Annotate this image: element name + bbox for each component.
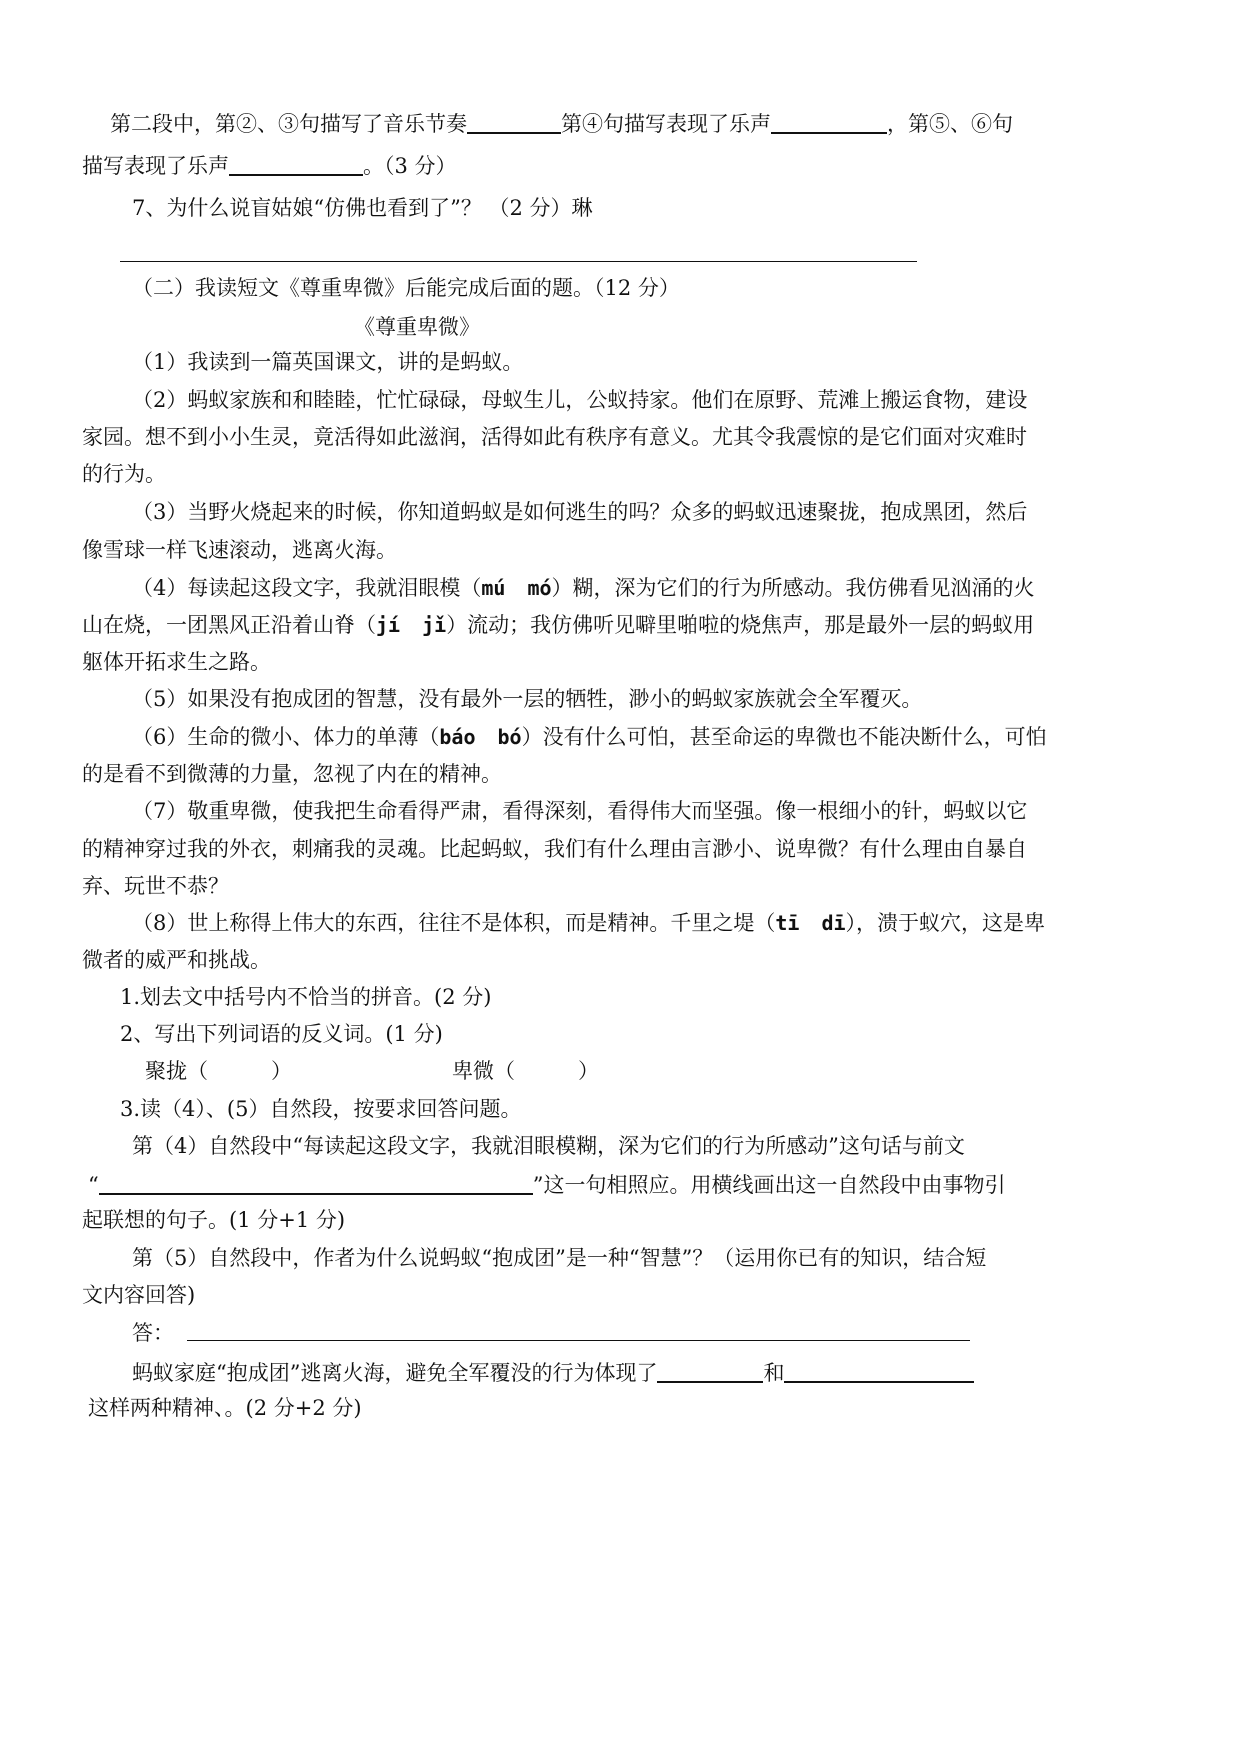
- p6-text-b: ）没有什么可怕，甚至命运的卑微也不能决断什么，可怕: [521, 725, 1047, 749]
- passage-p2-l2: 家园。想不到小小生灵，竟活得如此滋润，活得如此有秩序有意义。尤其令我震惊的是它们面对灾难时: [82, 425, 1027, 449]
- passage-p6-l1: [132, 727, 1047, 748]
- antonym-beiwei[interactable]: 卑微（ ）: [452, 1059, 599, 1083]
- passage-p6-l2: 的是看不到微薄的力量，忽视了内在的精神。: [82, 762, 502, 786]
- question-2: 2、写出下列词语的反义词。(1 分): [120, 1022, 443, 1046]
- q6-blank-sound-1[interactable]: [771, 112, 887, 134]
- pinyin-option-ti[interactable]: tī: [775, 911, 800, 935]
- q3c-text-b: 和: [763, 1361, 785, 1385]
- passage-p7-l3: 弃、玩世不恭？: [82, 874, 229, 898]
- q3c-blank-1[interactable]: [657, 1361, 763, 1383]
- p6-text-a: （6）生命的微小、体力的单薄（: [132, 725, 440, 749]
- p8-text-a: （8）世上称得上伟大的东西，往往不是体积，而是精神。千里之堤（: [132, 911, 776, 935]
- passage-p2-l1: （2）蚂蚁家族和和睦睦，忙忙碌碌，母蚁生儿，公蚁持家。他们在原野、荒滩上搬运食物，建设: [132, 388, 1028, 412]
- pinyin-option-ji2[interactable]: jí: [376, 613, 401, 637]
- q3b-line-1: 第（5）自然段中，作者为什么说蚂蚁“抱成团”是一种“智慧”？（运用你已有的知识，结合短: [132, 1246, 987, 1270]
- q3c-blank-2[interactable]: [784, 1361, 974, 1383]
- p4-text-c: 山在烧，一团黑风正沿着山脊（: [82, 613, 376, 637]
- q7-prompt: 7、为什么说盲姑娘“仿佛也看到了”？ （2 分）琳: [132, 196, 593, 220]
- passage-p5: （5）如果没有抱成团的智慧，没有最外一层的牺牲，渺小的蚂蚁家族就会全军覆灭。: [132, 687, 923, 711]
- q6-blank-rhythm[interactable]: [467, 112, 561, 134]
- passage-p4-l1: [132, 578, 1035, 599]
- q6-text-e: 。（3 分）: [363, 154, 457, 178]
- q3c-text-a: 蚂蚁家庭“抱成团”逃离火海，避免全军覆没的行为体现了: [132, 1361, 658, 1385]
- q3c-line-2: 这样两种精神、。(2 分+2 分): [88, 1396, 362, 1420]
- p4-text-d: ）流动；我仿佛听见噼里啪啦的烧焦声，那是最外一层的蚂蚁用: [446, 613, 1035, 637]
- pinyin-option-mu[interactable]: mú: [481, 576, 506, 600]
- pinyin-option-bao[interactable]: báo: [439, 725, 476, 749]
- pinyin-option-di[interactable]: dī: [821, 911, 846, 935]
- q3c-line-1: [132, 1361, 974, 1384]
- passage-p4-l3: 躯体开拓求生之路。: [82, 650, 271, 674]
- q6-text-c: ，第⑤、⑥句: [887, 112, 1013, 136]
- q6-text-d: 描写表现了乐声: [82, 154, 229, 178]
- q3a-text: ”这一句相照应。用横线画出这一自然段中由事物引: [532, 1173, 1006, 1197]
- passage-p2-l3: 的行为。: [82, 462, 166, 486]
- passage-p3-l2: 像雪球一样飞速滚动，逃离火海。: [82, 538, 397, 562]
- pinyin-option-bo[interactable]: bó: [497, 725, 522, 749]
- passage-p1: （1）我读到一篇英国课文，讲的是蚂蚁。: [132, 350, 524, 374]
- q3b-answer-line[interactable]: [187, 1340, 970, 1341]
- q6-text-b: 第④句描写表现了乐声: [561, 112, 771, 136]
- section2-heading: （二）我读短文《尊重卑微》后能完成后面的题。（12 分）: [132, 276, 680, 300]
- passage-p3-l1: （3）当野火烧起来的时候，你知道蚂蚁是如何逃生的吗？众多的蚂蚁迅速聚拢，抱成黑团，然后: [132, 500, 1028, 524]
- pinyin-option-mo[interactable]: mó: [527, 576, 552, 600]
- q3a-answer-blank[interactable]: [99, 1173, 533, 1195]
- p4-text-a: （4）每读起这段文字，我就泪眼模（: [132, 576, 482, 600]
- passage-p4-l2: [82, 615, 1034, 636]
- passage-p7-l2: 的精神穿过我的外衣，刺痛我的灵魂。比起蚂蚁，我们有什么理由言渺小、说卑微？有什么理由自暴自: [82, 837, 1027, 861]
- passage-p7-l1: （7）敬重卑微，使我把生命看得严肃，看得深刻，看得伟大而坚强。像一根细小的针，蚂蚁以它: [132, 799, 1028, 823]
- q3a-line-2: [88, 1173, 1005, 1196]
- q6-line-2: [82, 154, 457, 177]
- q3a-line-1: 第（4）自然段中“每读起这段文字，我就泪眼模糊，深为它们的行为所感动”这句话与前文: [132, 1134, 965, 1158]
- pinyin-option-ji3[interactable]: jǐ: [422, 613, 447, 637]
- question-1: 1.划去文中括号内不恰当的拼音。(2 分): [120, 985, 492, 1009]
- antonym-juhlong[interactable]: 聚拢（ ）: [145, 1059, 292, 1083]
- passage-p8-l1: [132, 913, 1045, 934]
- question-3: 3.读（4）、(5）自然段，按要求回答问题。: [120, 1097, 522, 1121]
- passage-title: 《尊重卑微》: [354, 315, 480, 339]
- q6-line-1: [110, 112, 1013, 135]
- q6-text-a: 第二段中，第②、③句描写了音乐节奏: [110, 112, 467, 136]
- q3a-line-3: 起联想的句子。(1 分+1 分): [82, 1208, 346, 1232]
- q3b-line-2: 文内容回答): [82, 1283, 196, 1307]
- q7-answer-line[interactable]: [120, 261, 917, 262]
- passage-p8-l2: 微者的威严和挑战。: [82, 948, 271, 972]
- p8-text-b: ），溃于蚁穴，这是卑: [845, 911, 1046, 935]
- q6-blank-sound-2[interactable]: [229, 154, 363, 176]
- p4-text-b: ）糊，深为它们的行为所感动。我仿佛看见汹涌的火: [551, 576, 1035, 600]
- answer-label: 答：: [132, 1321, 174, 1345]
- q3a-open-quote: “: [88, 1173, 99, 1197]
